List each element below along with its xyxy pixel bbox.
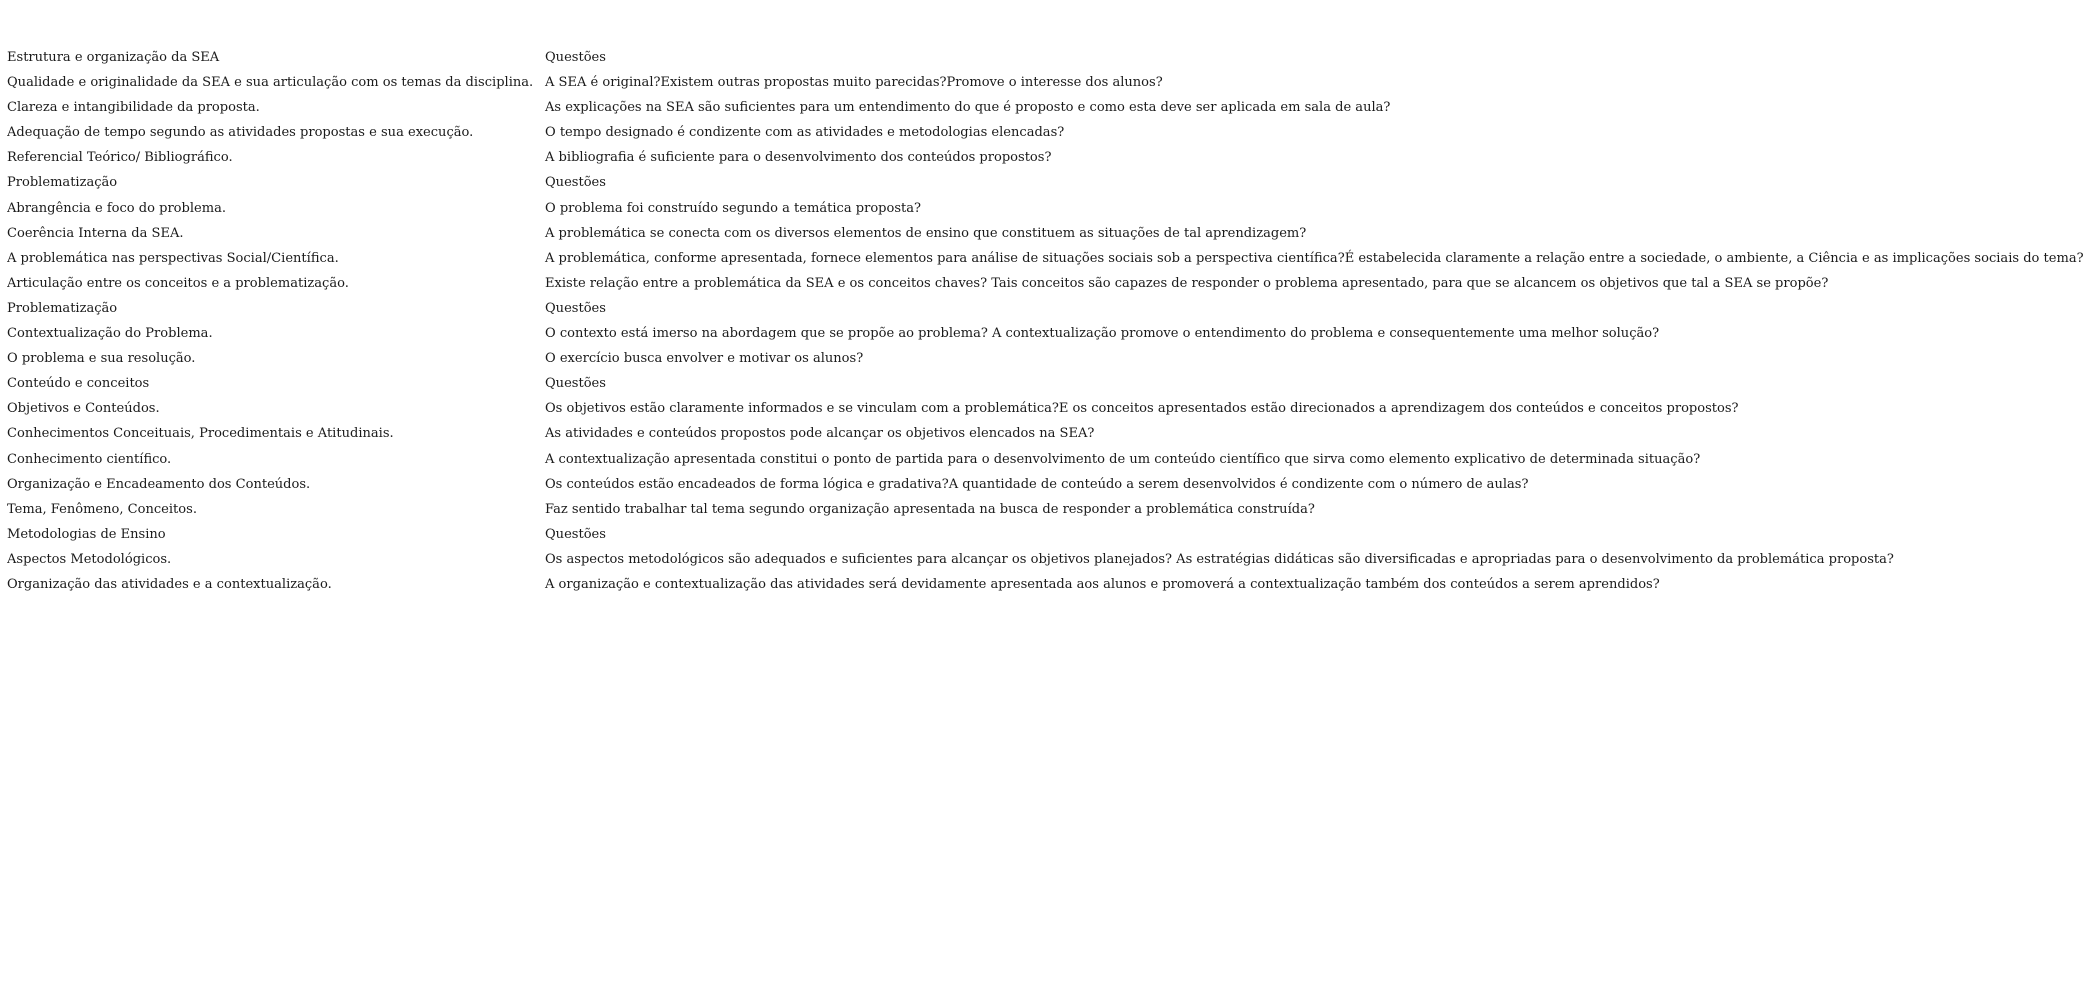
table-row [7, 572, 2087, 597]
table-row [7, 346, 2087, 371]
question-cell: A contextualização apresentada constitui o ponto de partida para o desenvolvimento de um conteúdo científico que sirva como elemento explicativo de determinada situação? [545, 451, 1701, 467]
question-cell: Questões [545, 175, 606, 191]
table-row [7, 296, 2087, 321]
table-row [7, 421, 2087, 446]
criterion-cell: A problemática nas perspectivas Social/Científica. [7, 250, 339, 266]
criterion-cell: Organização e Encadeamento dos Conteúdos. [7, 476, 311, 492]
question-cell: O exercício busca envolver e motivar os alunos? [545, 351, 864, 367]
question-cell: O contexto está imerso na abordagem que se propõe ao problema? A contextualização promove o entendimento do problema e consequentemente uma melhor solução? [545, 326, 1660, 342]
criterion-cell: Contextualização do Problema. [7, 326, 213, 342]
question-cell: A SEA é original?Existem outras propostas muito parecidas?Promove o interesse dos alunos? [545, 75, 1163, 91]
question-cell: Os aspectos metodológicos são adequados e suficientes para alcançar os objetivos planejados? As estratégias didáticas são diversificadas e apropriadas para o desenvolvimento da problemática proposta? [545, 551, 1894, 567]
criterion-cell: Problematização [7, 300, 118, 316]
criterion-cell: Articulação entre os conceitos e a problematização. [7, 275, 349, 291]
criterion-cell: Estrutura e organização da SEA [7, 50, 220, 65]
table-row [7, 271, 2087, 296]
question-cell: A problemática se conecta com os diversos elementos de ensino que constituem as situações de tal aprendizagem? [545, 225, 1307, 241]
question-cell: Questões [545, 300, 606, 316]
table-row [7, 246, 2087, 271]
table-row [7, 95, 2087, 120]
criterion-cell: Organização das atividades e a contextualização. [7, 576, 332, 592]
table-row [7, 497, 2087, 522]
question-cell: Questões [545, 50, 606, 65]
table-row [7, 221, 2087, 246]
question-cell: A organização e contextualização das atividades será devidamente apresentada aos alunos e promoverá a contextualização também dos conteúdos a serem aprendidos? [545, 576, 1660, 592]
question-cell: A problemática, conforme apresentada, fornece elementos para análise de situações sociais sob a perspectiva científica?É estabelecida claramente a relação entre a sociedade, o ambiente, a Ciência e as implicações sociais do tema? [545, 250, 2084, 266]
evaluation-table [7, 45, 2087, 597]
criterion-cell: Qualidade e originalidade da SEA e sua articulação com os temas da disciplina. [7, 75, 534, 91]
question-cell: As explicações na SEA são suficientes para um entendimento do que é proposto e como esta deve ser aplicada em sala de aula? [545, 100, 1391, 116]
question-cell: Os conteúdos estão encadeados de forma lógica e gradativa?A quantidade de conteúdo a serem desenvolvidos é condizente com o número de aulas? [545, 476, 1529, 492]
criterion-cell: Metodologias de Ensino [7, 526, 166, 542]
criterion-cell: Clareza e intangibilidade da proposta. [7, 100, 260, 116]
question-cell: Faz sentido trabalhar tal tema segundo organização apresentada na busca de responder a problemática construída? [545, 501, 1315, 517]
criterion-cell: Objetivos e Conteúdos. [7, 401, 160, 417]
criterion-cell: Tema, Fenômeno, Conceitos. [7, 501, 197, 517]
question-cell: Existe relação entre a problemática da SEA e os conceitos chaves? Tais conceitos são capazes de responder o problema apresentado, para que se alcancem os objetivos que tal a SEA se propõe? [545, 275, 1829, 291]
table-row [7, 522, 2087, 547]
table-row [7, 145, 2087, 170]
table-row [7, 396, 2087, 421]
table-row [7, 447, 2087, 472]
criterion-cell: Problematização [7, 175, 118, 191]
table-row [7, 472, 2087, 497]
question-cell: O tempo designado é condizente com as atividades e metodologias elencadas? [545, 125, 1065, 141]
criterion-cell: Coerência Interna da SEA. [7, 225, 184, 241]
question-cell: A bibliografia é suficiente para o desenvolvimento dos conteúdos propostos? [545, 150, 1052, 166]
table-row [7, 196, 2087, 221]
question-cell: Os objetivos estão claramente informados e se vinculam com a problemática?E os conceitos apresentados estão direcionados a aprendizagem dos conteúdos e conceitos propostos? [545, 401, 1739, 417]
criterion-cell: Conhecimento científico. [7, 451, 172, 467]
question-cell: O problema foi construído segundo a temática proposta? [545, 200, 922, 216]
question-cell: Questões [545, 526, 606, 542]
table-row [7, 547, 2087, 572]
question-cell: As atividades e conteúdos propostos pode alcançar os objetivos elencados na SEA? [545, 426, 1095, 442]
table-row [7, 70, 2087, 95]
table-row [7, 371, 2087, 396]
criterion-cell: Conteúdo e conceitos [7, 376, 150, 392]
criterion-cell: Aspectos Metodológicos. [7, 551, 172, 567]
criterion-cell: Abrangência e foco do problema. [7, 200, 227, 216]
criterion-cell: Conhecimentos Conceituais, Procedimentais e Atitudinais. [7, 426, 394, 442]
table-row [7, 170, 2087, 195]
criterion-cell: Referencial Teórico/ Bibliográfico. [7, 150, 233, 166]
question-cell: Questões [545, 376, 606, 392]
criterion-cell: O problema e sua resolução. [7, 351, 196, 367]
table-row [7, 45, 2087, 70]
criterion-cell: Adequação de tempo segundo as atividades propostas e sua execução. [7, 125, 474, 141]
table-row [7, 120, 2087, 145]
table-row [7, 321, 2087, 346]
